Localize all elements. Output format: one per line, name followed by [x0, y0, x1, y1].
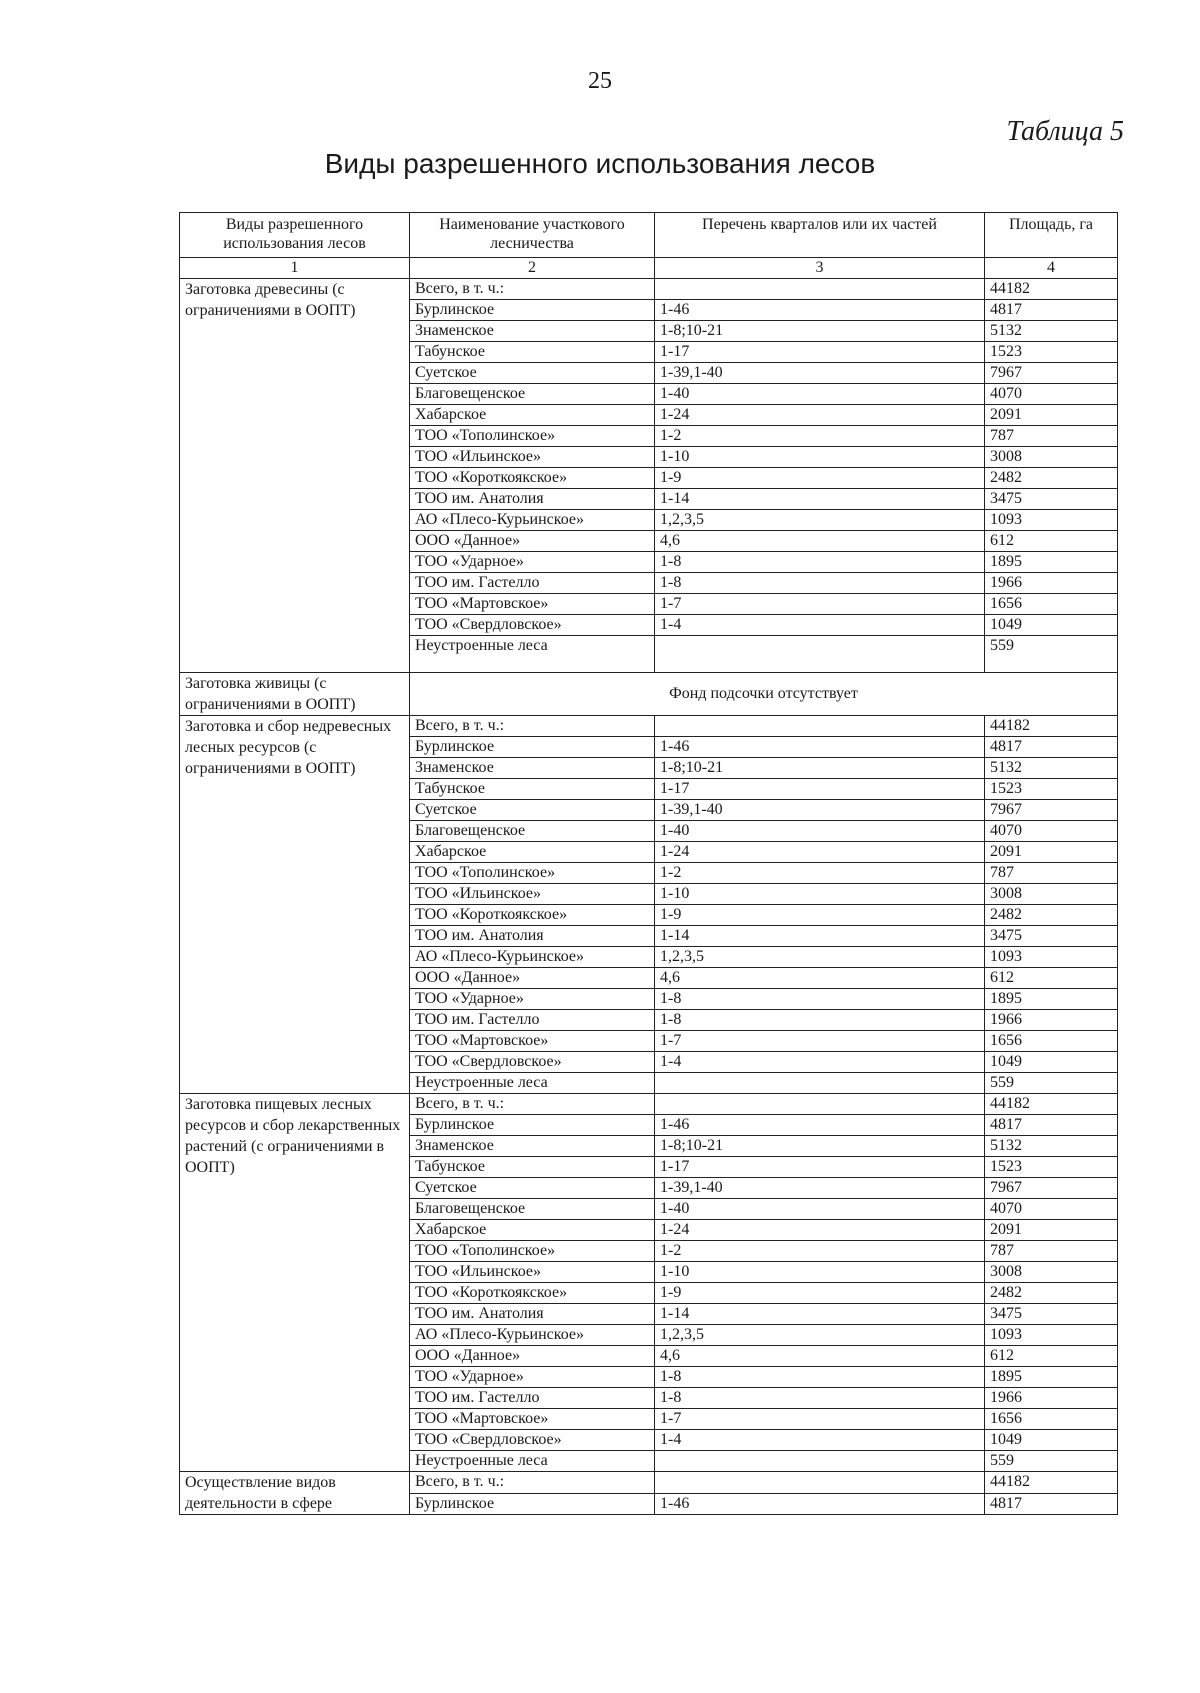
forestry-name: Благовещенское	[410, 821, 655, 842]
quarters: 1-10	[655, 1262, 985, 1283]
area-ha: 1895	[985, 552, 1118, 573]
forestry-name: ТОО «Короткоякское»	[410, 905, 655, 926]
forestry-name: Бурлинское	[410, 1115, 655, 1136]
forestry-name: Табунское	[410, 342, 655, 363]
area-ha: 7967	[985, 363, 1118, 384]
area-ha: 2482	[985, 1283, 1118, 1304]
table-row	[180, 279, 1118, 300]
quarters: 1-7	[655, 594, 985, 615]
area-ha: 787	[985, 1241, 1118, 1262]
quarters: 1-4	[655, 1052, 985, 1073]
forestry-name: ООО «Данное»	[410, 531, 655, 552]
forestry-name: ТОО «Короткоякское»	[410, 1283, 655, 1304]
quarters: 1,2,3,5	[655, 1325, 985, 1346]
quarters: 1-10	[655, 447, 985, 468]
quarters	[655, 1451, 985, 1472]
use-category: Заготовка древесины (с ограничениями в ООПТ)	[180, 279, 410, 673]
area-ha: 4817	[985, 737, 1118, 758]
quarters: 1-14	[655, 1304, 985, 1325]
area-ha: 3008	[985, 1262, 1118, 1283]
forestry-name: Суетское	[410, 800, 655, 821]
area-ha: 559	[985, 1073, 1118, 1094]
quarters: 1-8	[655, 1367, 985, 1388]
forestry-name: ТОО «Ударное»	[410, 989, 655, 1010]
forestry-name: Неустроенные леса	[410, 1073, 655, 1094]
area-ha: 1895	[985, 989, 1118, 1010]
area-ha: 1966	[985, 1010, 1118, 1031]
forestry-name: Табунское	[410, 1157, 655, 1178]
quarters: 1-39,1-40	[655, 800, 985, 821]
quarters: 1-8	[655, 1010, 985, 1031]
area-ha: 4817	[985, 1493, 1118, 1515]
forestry-name: ТОО «Тополинское»	[410, 1241, 655, 1262]
quarters: 1-24	[655, 842, 985, 863]
quarters	[655, 1073, 985, 1094]
area-ha: 5132	[985, 758, 1118, 779]
area-ha: 2091	[985, 1220, 1118, 1241]
quarters: 1-2	[655, 426, 985, 447]
column-number: 4	[985, 258, 1118, 279]
forestry-name: ТОО им. Гастелло	[410, 1388, 655, 1409]
forestry-name: ТОО им. Гастелло	[410, 1010, 655, 1031]
quarters: 1-39,1-40	[655, 363, 985, 384]
area-ha: 3475	[985, 1304, 1118, 1325]
area-ha: 1895	[985, 1367, 1118, 1388]
forestry-name: ТОО «Мартовское»	[410, 1409, 655, 1430]
forest-use-table	[179, 212, 1118, 1515]
area-ha: 3008	[985, 884, 1118, 905]
forestry-name: Знаменское	[410, 321, 655, 342]
area-ha: 44182	[985, 1094, 1118, 1115]
forestry-name: ТОО «Свердловское»	[410, 1052, 655, 1073]
area-ha: 612	[985, 1346, 1118, 1367]
forestry-name: Хабарское	[410, 405, 655, 426]
area-ha: 787	[985, 426, 1118, 447]
area-ha: 44182	[985, 716, 1118, 737]
forestry-name: Хабарское	[410, 842, 655, 863]
quarters: 1-24	[655, 405, 985, 426]
use-category: Заготовка живицы (с ограничениями в ООПТ)	[180, 673, 410, 716]
area-ha: 559	[985, 636, 1118, 673]
quarters: 1-17	[655, 779, 985, 800]
forestry-name: ТОО «Ударное»	[410, 1367, 655, 1388]
table-label: Таблица 5	[1006, 116, 1124, 147]
forestry-name: ТОО им. Гастелло	[410, 573, 655, 594]
quarters: 1-40	[655, 1199, 985, 1220]
table-row	[180, 1094, 1118, 1115]
quarters: 1-8	[655, 1388, 985, 1409]
quarters: 1-4	[655, 615, 985, 636]
area-ha: 3475	[985, 489, 1118, 510]
quarters: 1-17	[655, 342, 985, 363]
area-ha: 2091	[985, 405, 1118, 426]
forestry-name: ТОО «Ударное»	[410, 552, 655, 573]
forestry-name: Хабарское	[410, 1220, 655, 1241]
area-ha: 5132	[985, 321, 1118, 342]
quarters	[655, 716, 985, 737]
area-ha: 1049	[985, 1052, 1118, 1073]
quarters: 1-8;10-21	[655, 758, 985, 779]
column-number: 3	[655, 258, 985, 279]
document-title: Виды разрешенного использования лесов	[324, 148, 876, 179]
quarters: 1-9	[655, 905, 985, 926]
forestry-name: Всего, в т. ч.:	[410, 1472, 655, 1494]
area-ha: 1966	[985, 573, 1118, 594]
forestry-name: ТОО «Свердловское»	[410, 1430, 655, 1451]
quarters: 1-46	[655, 1115, 985, 1136]
forestry-name: Благовещенское	[410, 1199, 655, 1220]
forestry-name: Всего, в т. ч.:	[410, 279, 655, 300]
table-row	[180, 716, 1118, 737]
area-ha: 787	[985, 863, 1118, 884]
header-cell: Виды разрешенного использования лесов	[180, 213, 410, 258]
forestry-name: ТОО «Тополинское»	[410, 426, 655, 447]
quarters: 1,2,3,5	[655, 947, 985, 968]
forestry-name: Бурлинское	[410, 300, 655, 321]
quarters	[655, 1472, 985, 1494]
forestry-name: ТОО «Короткоякское»	[410, 468, 655, 489]
area-ha: 1523	[985, 1157, 1118, 1178]
area-ha: 612	[985, 968, 1118, 989]
forestry-name: Благовещенское	[410, 384, 655, 405]
area-ha: 4070	[985, 1199, 1118, 1220]
area-ha: 1049	[985, 1430, 1118, 1451]
area-ha: 1049	[985, 615, 1118, 636]
forestry-name: ТОО им. Анатолия	[410, 1304, 655, 1325]
area-ha: 612	[985, 531, 1118, 552]
quarters: 1-39,1-40	[655, 1178, 985, 1199]
forestry-name: АО «Плесо-Курьинское»	[410, 1325, 655, 1346]
forestry-name: ТОО «Мартовское»	[410, 594, 655, 615]
area-ha: 7967	[985, 1178, 1118, 1199]
quarters: 1-10	[655, 884, 985, 905]
quarters: 1-8;10-21	[655, 1136, 985, 1157]
forestry-name: Всего, в т. ч.:	[410, 716, 655, 737]
forestry-name: ТОО «Тополинское»	[410, 863, 655, 884]
header-cell: Площадь, га	[985, 213, 1118, 258]
header-cell: Наименование участкового лесничества	[410, 213, 655, 258]
table-row	[180, 1472, 1118, 1494]
forestry-name: ТОО им. Анатолия	[410, 489, 655, 510]
area-ha: 1523	[985, 342, 1118, 363]
area-ha: 2091	[985, 842, 1118, 863]
quarters: 1-17	[655, 1157, 985, 1178]
quarters: 1-9	[655, 468, 985, 489]
forestry-name: ТОО «Ильинское»	[410, 1262, 655, 1283]
table-row	[180, 673, 1118, 716]
merged-note: Фонд подсочки отсутствует	[410, 673, 1118, 716]
header-row	[180, 213, 1118, 258]
quarters	[655, 636, 985, 673]
area-ha: 1093	[985, 510, 1118, 531]
forestry-name: ООО «Данное»	[410, 1346, 655, 1367]
area-ha: 4070	[985, 821, 1118, 842]
forestry-name: Бурлинское	[410, 737, 655, 758]
area-ha: 4070	[985, 384, 1118, 405]
area-ha: 44182	[985, 1472, 1118, 1494]
quarters: 1-46	[655, 300, 985, 321]
quarters: 1-9	[655, 1283, 985, 1304]
use-category: Осуществление видов деятельности в сфере	[180, 1472, 410, 1515]
area-ha: 1093	[985, 947, 1118, 968]
quarters: 4,6	[655, 1346, 985, 1367]
forestry-name: ООО «Данное»	[410, 968, 655, 989]
area-ha: 3475	[985, 926, 1118, 947]
quarters: 1-46	[655, 737, 985, 758]
quarters: 4,6	[655, 968, 985, 989]
quarters: 1-24	[655, 1220, 985, 1241]
area-ha: 1966	[985, 1388, 1118, 1409]
forestry-name: ТОО «Мартовское»	[410, 1031, 655, 1052]
quarters: 1-2	[655, 1241, 985, 1262]
quarters: 1-46	[655, 1493, 985, 1515]
quarters: 1-14	[655, 489, 985, 510]
page-number: 25	[588, 68, 612, 94]
area-ha: 1523	[985, 779, 1118, 800]
quarters: 1-40	[655, 821, 985, 842]
forestry-name: Знаменское	[410, 1136, 655, 1157]
area-ha: 3008	[985, 447, 1118, 468]
area-ha: 4817	[985, 300, 1118, 321]
quarters: 1-4	[655, 1430, 985, 1451]
area-ha: 1093	[985, 1325, 1118, 1346]
use-category: Заготовка пищевых лесных ресурсов и сбор лекарственных растений (с ограничениями в ООПТ)	[180, 1094, 410, 1472]
header-cell: Перечень кварталов или их частей	[655, 213, 985, 258]
area-ha: 2482	[985, 905, 1118, 926]
quarters: 4,6	[655, 531, 985, 552]
quarters: 1-40	[655, 384, 985, 405]
area-ha: 559	[985, 1451, 1118, 1472]
forestry-name: Неустроенные леса	[410, 636, 655, 673]
quarters: 1-2	[655, 863, 985, 884]
forestry-name: ТОО «Ильинское»	[410, 884, 655, 905]
area-ha: 44182	[985, 279, 1118, 300]
forestry-name: Всего, в т. ч.:	[410, 1094, 655, 1115]
forestry-name: ТОО им. Анатолия	[410, 926, 655, 947]
area-ha: 7967	[985, 800, 1118, 821]
forestry-name: АО «Плесо-Курьинское»	[410, 510, 655, 531]
quarters: 1-8;10-21	[655, 321, 985, 342]
forestry-name: Знаменское	[410, 758, 655, 779]
quarters	[655, 1094, 985, 1115]
area-ha: 4817	[985, 1115, 1118, 1136]
forestry-name: ТОО «Ильинское»	[410, 447, 655, 468]
area-ha: 1656	[985, 594, 1118, 615]
forestry-name: АО «Плесо-Курьинское»	[410, 947, 655, 968]
area-ha: 1656	[985, 1409, 1118, 1430]
area-ha: 5132	[985, 1136, 1118, 1157]
quarters: 1-8	[655, 552, 985, 573]
forestry-name: Бурлинское	[410, 1493, 655, 1515]
quarters: 1-7	[655, 1031, 985, 1052]
quarters: 1,2,3,5	[655, 510, 985, 531]
forestry-name: Суетское	[410, 363, 655, 384]
use-category: Заготовка и сбор недревесных лесных ресурсов (с ограничениями в ООПТ)	[180, 716, 410, 1094]
area-ha: 1656	[985, 1031, 1118, 1052]
quarters	[655, 279, 985, 300]
forestry-name: Суетское	[410, 1178, 655, 1199]
quarters: 1-8	[655, 573, 985, 594]
area-ha: 2482	[985, 468, 1118, 489]
forestry-name: Табунское	[410, 779, 655, 800]
column-number: 2	[410, 258, 655, 279]
column-number-row	[180, 258, 1118, 279]
quarters: 1-14	[655, 926, 985, 947]
forestry-name: ТОО «Свердловское»	[410, 615, 655, 636]
quarters: 1-7	[655, 1409, 985, 1430]
forestry-name: Неустроенные леса	[410, 1451, 655, 1472]
quarters: 1-8	[655, 989, 985, 1010]
column-number: 1	[180, 258, 410, 279]
